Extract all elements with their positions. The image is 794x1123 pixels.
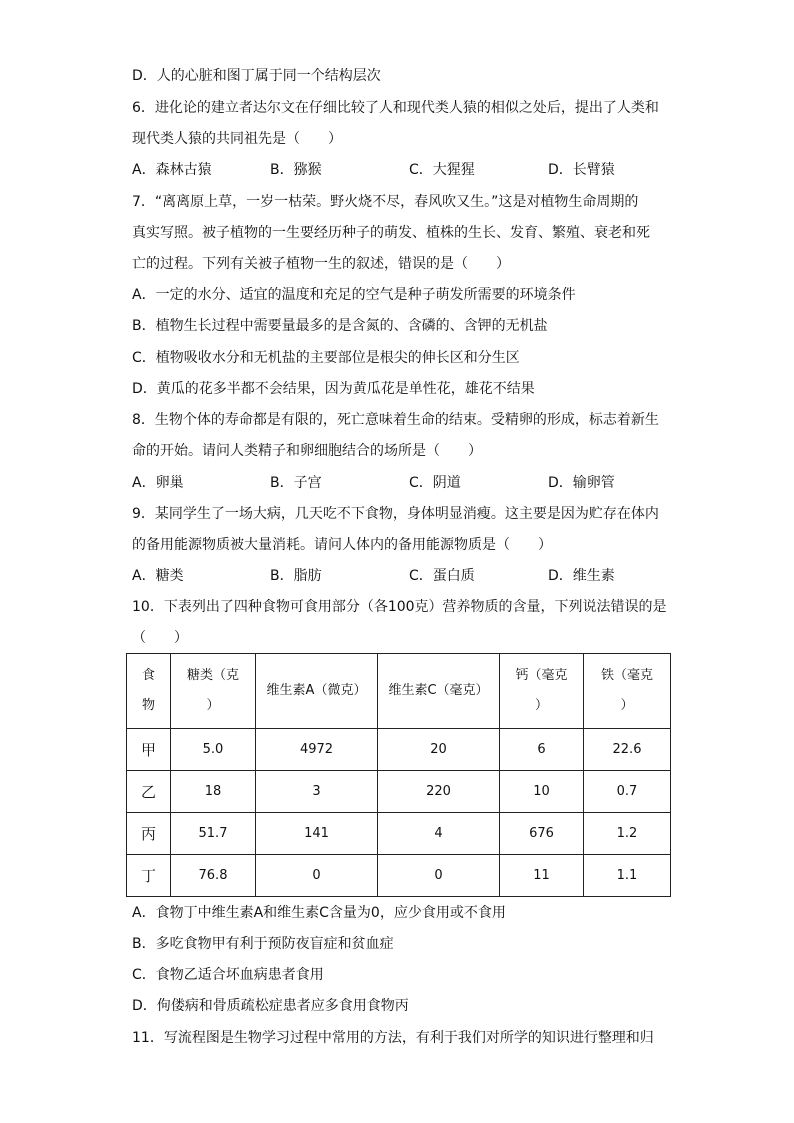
- cell-vitamin-c: 220: [378, 771, 500, 813]
- cell-vitamin-c: 4: [378, 813, 500, 855]
- q8-option-b: B．子宫: [270, 475, 322, 491]
- q6-option-d: D．长臂猿: [548, 162, 615, 178]
- q9-option-d: D．维生素: [548, 568, 615, 584]
- q10-option-d: D．佝偻病和骨质疏松症患者应多食用食物丙: [132, 998, 409, 1014]
- q6-option-c: C．大猩猩: [409, 162, 475, 178]
- cell-iron: 22.6: [584, 729, 671, 771]
- table-row: [127, 855, 671, 897]
- cell-sugar: 5.0: [171, 729, 256, 771]
- header-vitamin-c: 维生素C（毫克）: [378, 654, 500, 729]
- cell-food: 甲: [127, 729, 171, 771]
- cell-calcium: 11: [500, 855, 584, 897]
- header-food: 食 物: [127, 654, 171, 729]
- cell-sugar: 18: [171, 771, 256, 813]
- cell-iron: 0.7: [584, 771, 671, 813]
- q5-option-d: D．人的心脏和图丁属于同一个结构层次: [132, 68, 381, 84]
- q10-stem-line-1: 10．下表列出了四种食物可食用部分（各100克）营养物质的含量，下列说法错误的是: [132, 599, 667, 615]
- table-row: [127, 771, 671, 813]
- q8-stem-line-2: 命的开始。请问人类精子和卵细胞结合的场所是（ ）: [132, 443, 482, 459]
- q6-option-a: A．森林古猿: [132, 162, 212, 178]
- cell-vitamin-a: 4972: [256, 729, 378, 771]
- cell-vitamin-a: 0: [256, 855, 378, 897]
- q8-option-c: C．阴道: [409, 475, 461, 491]
- q10-stem-line-2: （ ）: [132, 630, 188, 646]
- q9-stem-line-1: 9．某同学生了一场大病，几天吃不下食物，身体明显消瘦。这主要是因为贮存在体内: [132, 506, 659, 522]
- cell-vitamin-a: 3: [256, 771, 378, 813]
- cell-calcium: 6: [500, 729, 584, 771]
- q7-option-c: C．植物吸收水分和无机盐的主要部位是根尖的伸长区和分生区: [132, 350, 520, 366]
- cell-iron: 1.2: [584, 813, 671, 855]
- cell-sugar: 51.7: [171, 813, 256, 855]
- table-row: [127, 729, 671, 771]
- q6-stem-line-2: 现代类人猿的共同祖先是（ ）: [132, 131, 342, 147]
- cell-sugar: 76.8: [171, 855, 256, 897]
- q6-option-b: B．猕猴: [270, 162, 322, 178]
- q7-stem-line-3: 亡的过程。下列有关被子植物一生的叙述，错误的是（ ）: [132, 256, 510, 272]
- header-sugar: 糖类（克 ）: [171, 654, 256, 729]
- q7-stem-line-1: 7．“离离原上草，一岁一枯荣。野火烧不尽，春风吹又生。”这是对植物生命周期的: [132, 194, 639, 210]
- cell-food: 丙: [127, 813, 171, 855]
- table-header-row: [127, 654, 671, 729]
- cell-calcium: 676: [500, 813, 584, 855]
- cell-vitamin-c: 0: [378, 855, 500, 897]
- header-vitamin-a: 维生素A（微克）: [256, 654, 378, 729]
- q8-stem-line-1: 8．生物个体的寿命都是有限的，死亡意味着生命的结束。受精卵的形成，标志着新生: [132, 412, 659, 428]
- cell-iron: 1.1: [584, 855, 671, 897]
- q7-option-a: A．一定的水分、适宜的温度和充足的空气是种子萌发所需要的环境条件: [132, 287, 576, 303]
- q6-stem-line-1: 6．进化论的建立者达尔文在仔细比较了人和现代类人猿的相似之处后，提出了人类和: [132, 100, 659, 116]
- q9-option-a: A．糖类: [132, 568, 184, 584]
- q9-option-c: C．蛋白质: [409, 568, 475, 584]
- q11-stem-line-1: 11．写流程图是生物学习过程中常用的方法，有利于我们对所学的知识进行整理和归: [132, 1030, 654, 1046]
- cell-food: 丁: [127, 855, 171, 897]
- header-calcium: 钙（毫克 ）: [500, 654, 584, 729]
- q10-option-c: C．食物乙适合坏血病患者食用: [132, 967, 324, 983]
- q8-option-a: A．卵巢: [132, 475, 184, 491]
- header-iron: 铁（毫克 ）: [584, 654, 671, 729]
- nutrition-table: [126, 653, 671, 897]
- cell-calcium: 10: [500, 771, 584, 813]
- q9-option-b: B．脂肪: [270, 568, 322, 584]
- cell-vitamin-c: 20: [378, 729, 500, 771]
- q10-option-b: B．多吃食物甲有利于预防夜盲症和贫血症: [132, 936, 394, 952]
- q8-option-d: D．输卵管: [548, 475, 615, 491]
- cell-food: 乙: [127, 771, 171, 813]
- table-row: [127, 813, 671, 855]
- q7-option-d: D．黄瓜的花多半都不会结果，因为黄瓜花是单性花，雄花不结果: [132, 381, 535, 397]
- q10-option-a: A．食物丁中维生素A和维生素C含量为0，应少食用或不食用: [132, 905, 506, 921]
- q7-stem-line-2: 真实写照。被子植物的一生要经历种子的萌发、植株的生长、发育、繁殖、衰老和死: [132, 225, 650, 241]
- q9-stem-line-2: 的备用能源物质被大量消耗。请问人体内的备用能源物质是（ ）: [132, 537, 552, 553]
- cell-vitamin-a: 141: [256, 813, 378, 855]
- q7-option-b: B．植物生长过程中需要量最多的是含氮的、含磷的、含钾的无机盐: [132, 318, 548, 334]
